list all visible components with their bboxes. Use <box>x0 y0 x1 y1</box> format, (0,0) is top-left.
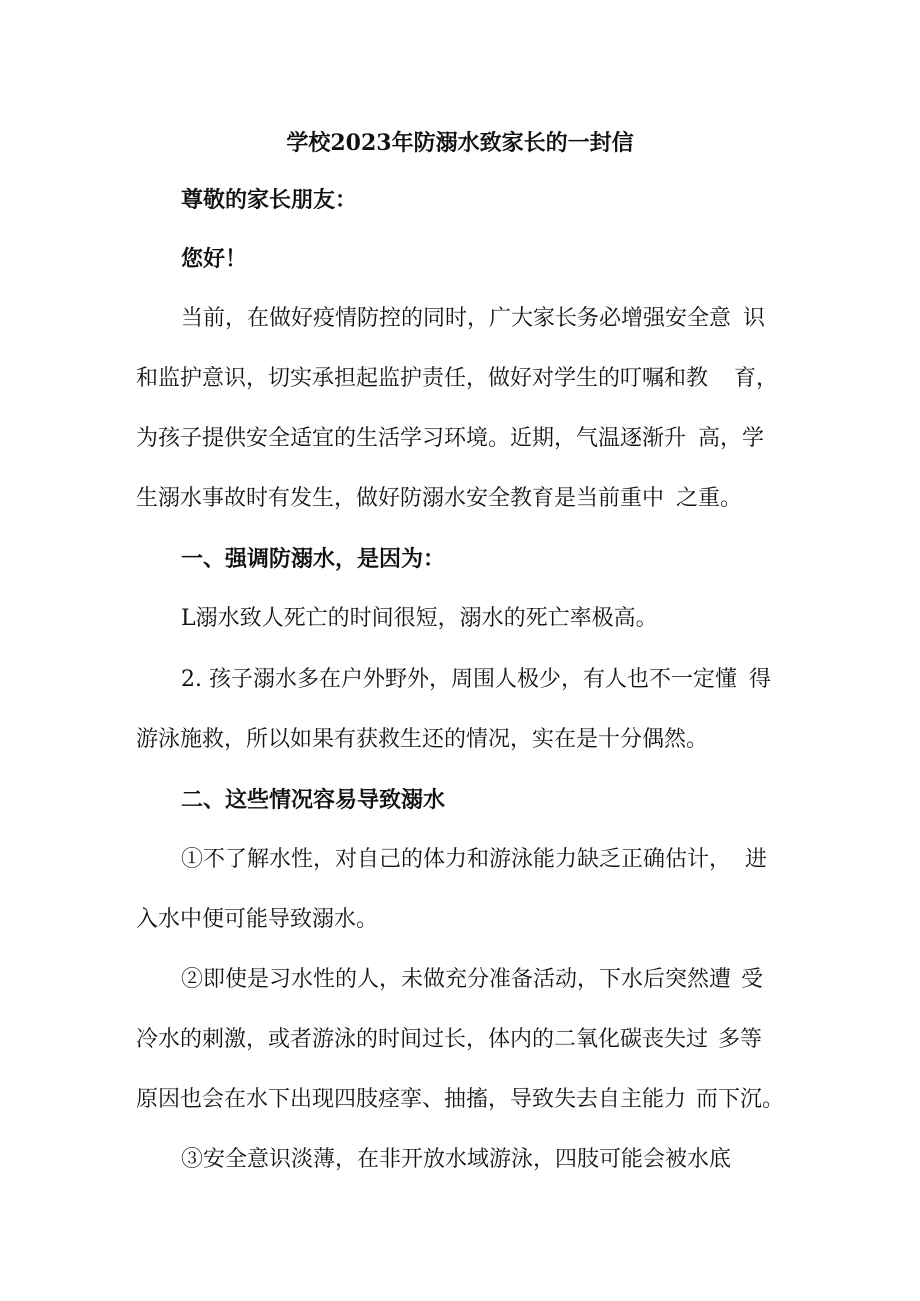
intro-line-3-text: 为孩子提供安全适宜的生活学习环境。近期，气温逐渐升 <box>136 426 687 451</box>
section-1-item-2-text: 2. 孩子溺水多在户外野外，周围人极少，有人也不一定懂 <box>181 667 737 692</box>
section-2-p1-end: 进 <box>745 847 768 872</box>
section-2-p1-line-2: 入水中便可能导致溺水。 <box>136 907 379 932</box>
section-2-p2-end: 受 <box>741 967 764 992</box>
section-2-heading: 二、这些情况容易导致溺水 <box>181 787 446 813</box>
section-2-p2-line-2 <box>136 1023 762 1057</box>
section-2-p2-text: ②即使是习水性的人，未做充分准备活动，下水后突然遭 <box>181 967 732 992</box>
section-2-p1-text: ①不了解水性，对自己的体力和游泳能力缺乏正确估计， <box>181 847 732 872</box>
section-1-heading: 一、强调防溺水，是因为： <box>181 546 446 572</box>
section-1-item-2-line-2: 游泳施救，所以如果有获救生还的情况，实在是十分偶然。 <box>136 727 709 752</box>
section-2-p2-line-3-text: 原因也会在水下出现四肢痉挛、抽搐，导致失去自主能力 <box>136 1087 687 1112</box>
section-2-p2-line-3 <box>136 1083 784 1117</box>
intro-line-2-end: 育， <box>734 366 779 391</box>
salutation: 尊敬的家长朋友： <box>181 187 358 213</box>
section-2-p2-line-2-end: 多等 <box>718 1027 763 1052</box>
section-1-item-1: L溺水致人死亡的时间很短，溺水的死亡率极高。 <box>181 606 658 631</box>
intro-line-1 <box>181 302 765 336</box>
intro-line-2 <box>136 362 778 396</box>
intro-line-4-text: 生溺水事故时有发生，做好防溺水安全教育是当前重中 <box>136 486 665 511</box>
intro-line-3 <box>136 422 764 456</box>
section-1-item-2-end: 得 <box>749 667 772 692</box>
section-2-p3-line-1: ③安全意识淡薄，在非开放水域游泳，四肢可能会被水底 <box>181 1147 732 1172</box>
intro-line-2-text: 和监护意识，切实承担起监护责任，做好对学生的叮嘱和教 <box>136 366 709 391</box>
section-2-p2-line-1 <box>181 963 763 997</box>
section-1-item-2-line-1 <box>181 663 771 697</box>
intro-line-3-end: 高，学 <box>698 426 765 451</box>
intro-line-1-text: 当前，在做好疫情防控的同时，广大家长务必增强安全意 <box>181 306 732 331</box>
section-2-p2-line-2-text: 冷水的刺激，或者游泳的时间过长，体内的二氧化碳丧失过 <box>136 1027 709 1052</box>
intro-line-4 <box>136 482 742 516</box>
intro-line-4-end: 之重。 <box>676 486 743 511</box>
section-2-p1-line-1 <box>181 843 767 877</box>
greeting: 您好！ <box>181 246 248 272</box>
section-2-p2-line-3-end: 而下沉。 <box>696 1087 785 1112</box>
document-title: 学校2023年防溺水致家长的一封信 <box>286 130 634 156</box>
intro-line-1-end: 识 <box>743 306 766 331</box>
